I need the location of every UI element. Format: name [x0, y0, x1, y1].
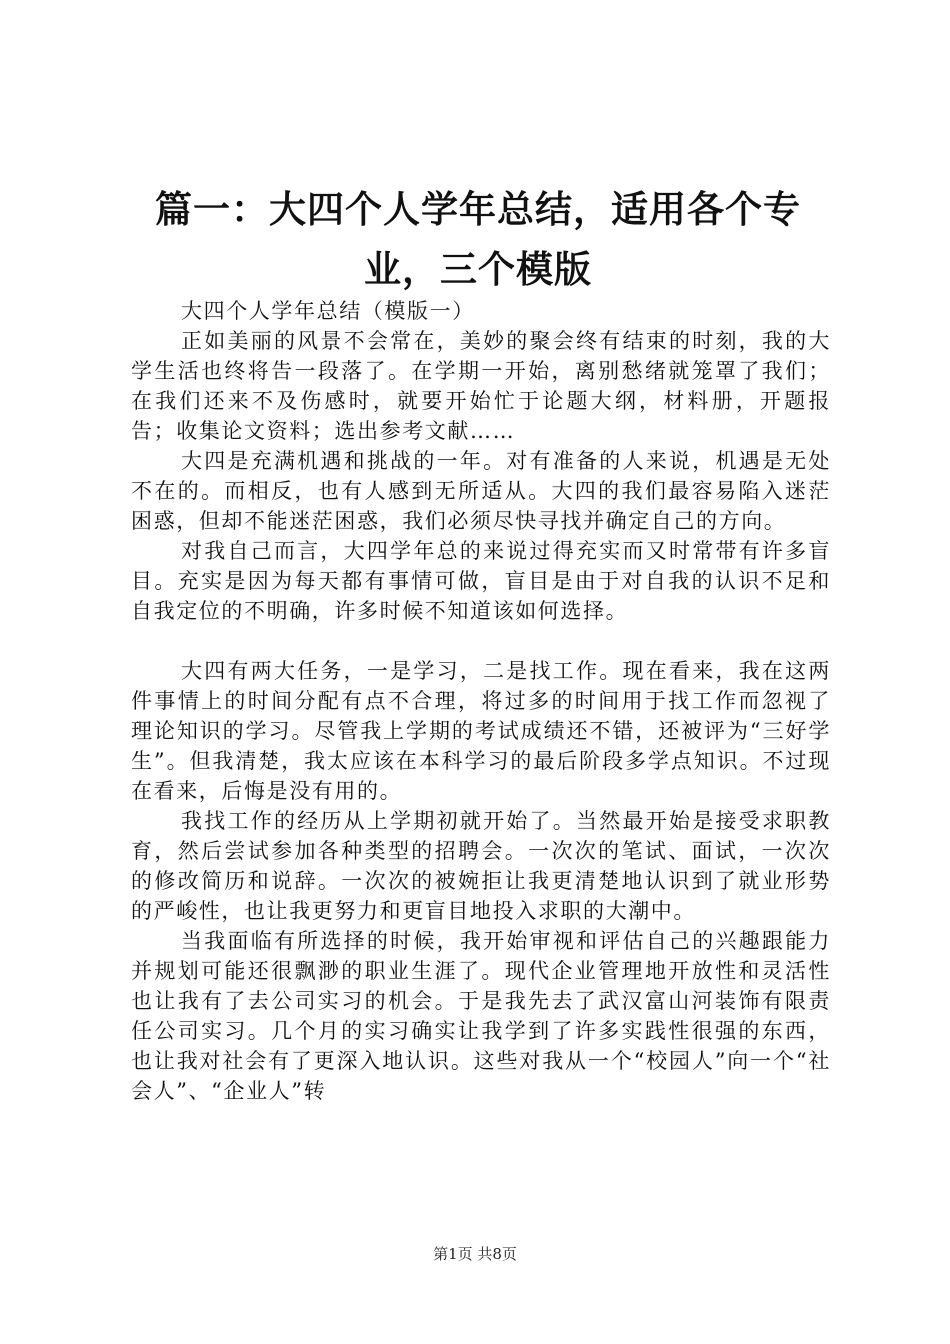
document-title: 篇一：大四个人学年总结，适用各个专业，三个模版 — [155, 188, 801, 291]
document-body — [131, 296, 831, 1106]
paragraph-template-heading: 大四个人学年总结（模版一） — [181, 299, 475, 323]
page-number-footer: 第1页 共8页 — [433, 1245, 517, 1263]
paragraph: 当我面临有所选择的时候，我开始审视和评估自己的兴趣跟能力并规划可能还很飘渺的职业生涯了。现代企业管理地开放性和灵活性也让我有了去公司实习的机会。于是我先去了武汉富山河装饰有限责任公司实习。几个月的实习确实让我学到了许多实践性很强的东西，也让我对社会有了更深入地认识。这些对我从一个“校园人”向一个“社会人”、“企业人”转 — [131, 929, 831, 1103]
paragraph: 大四是充满机遇和挑战的一年。对有准备的人来说，机遇是无处不在的。而相反，也有人感到无所适从。大四的我们最容易陷入迷茫困惑，但却不能迷茫困惑，我们必须尽快寻找并确定自己的方向。 — [131, 449, 831, 533]
paragraph: 正如美丽的风景不会常在，美妙的聚会终有结束的时刻，我的大学生活也终将告一段落了。在学期一开始，离别愁绪就笼罩了我们；在我们还来不及伤感时，就要开始忙于论题大纲，材料册，开题报告；收集论文资料；选出参考文献…… — [131, 329, 831, 443]
paragraph: 大四有两大任务，一是学习，二是找工作。现在看来，我在这两件事情上的时间分配有点不合理，将过多的时间用于找工作而忽视了理论知识的学习。尽管我上学期的考试成绩还不错，还被评为“三好学生”。但我清楚，我太应该在本科学习的最后阶段多学点知识。不过现在看来，后悔是没有用的。 — [131, 659, 831, 803]
paragraph: 我找工作的经历从上学期初就开始了。当然最开始是接受求职教育，然后尝试参加各种类型的招聘会。一次次的笔试、面试，一次次的修改简历和说辞。一次次的被婉拒让我更清楚地认识到了就业形势的严峻性，也让我更努力和更盲目地投入求职的大潮中。 — [131, 809, 831, 923]
paragraph: 对我自己而言，大四学年总的来说过得充实而又时常带有许多盲目。充实是因为每天都有事情可做，盲目是由于对自我的认识不足和自我定位的不明确，许多时候不知道该如何选择。 — [131, 539, 831, 623]
